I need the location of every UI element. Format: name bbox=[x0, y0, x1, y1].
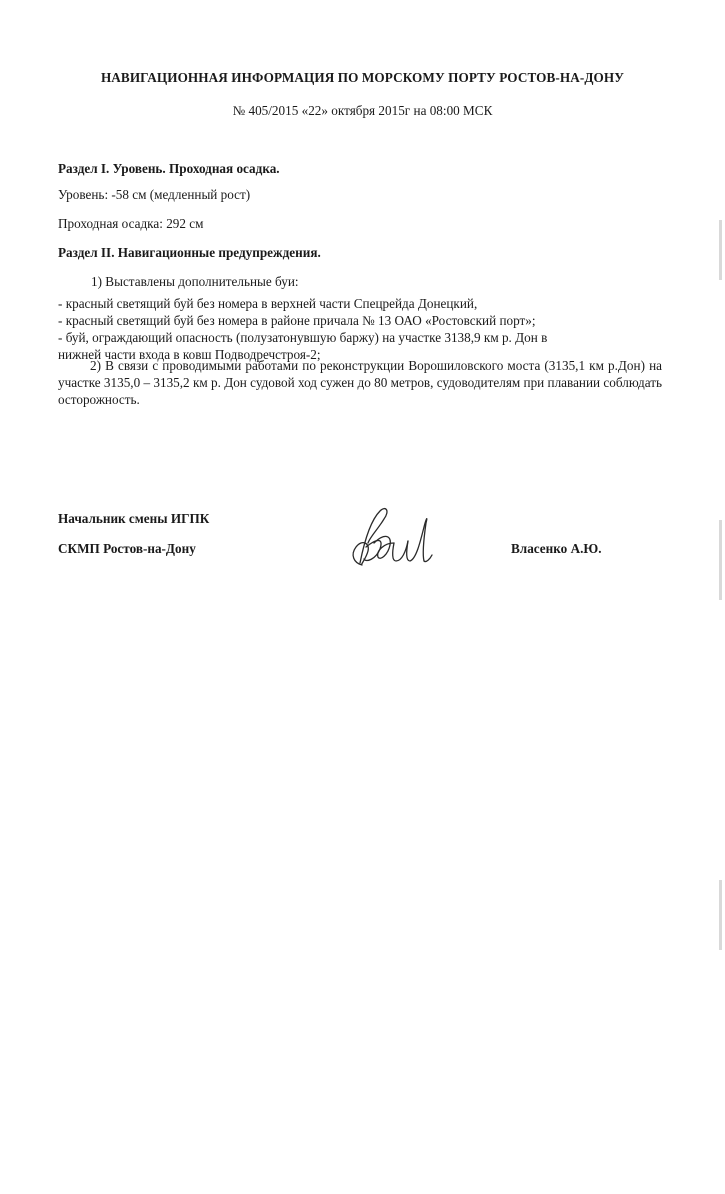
scan-edge-mark bbox=[719, 520, 722, 600]
document-number-date: № 405/2015 «22» октября 2015г на 08:00 МСК bbox=[232, 103, 493, 118]
handwritten-signature bbox=[340, 503, 450, 583]
section-2-heading: Раздел II. Навигационные предупреждения. bbox=[58, 245, 321, 260]
passage-draft: Проходная осадка: 292 см bbox=[58, 216, 204, 231]
signatory-name: Власенко А.Ю. bbox=[511, 541, 602, 556]
water-level: Уровень: -58 см (медленный рост) bbox=[58, 187, 251, 202]
buoy-item-1: - красный светящий буй без номера в верхней части Спецрейда Донецкий, bbox=[58, 296, 478, 311]
signatory-position-1: Начальник смены ИГПК bbox=[58, 511, 210, 526]
item-2-paragraph: 2) В связи с проводимыми работами по реконструкции Ворошиловского моста (3135,1 км р.Дон) на участке 3135,0 – 3135,2 км р. Дон судовой ход сужен до 80 метров, судоводителям при плавании соблюдать осторожность. bbox=[58, 358, 662, 407]
signatory-position-2: СКМП Ростов-на-Дону bbox=[58, 541, 196, 556]
document-title: НАВИГАЦИОННАЯ ИНФОРМАЦИЯ ПО МОРСКОМУ ПОРТУ РОСТОВ-НА-ДОНУ bbox=[100, 70, 625, 85]
item-1-intro: 1) Выставлены дополнительные буи: bbox=[91, 274, 299, 289]
section-1-heading: Раздел I. Уровень. Проходная осадка. bbox=[58, 161, 280, 176]
buoy-item-3: - буй, ограждающий опасность (полузатонувшую баржу) на участке 3138,9 км р. Дон в bbox=[58, 330, 548, 345]
buoy-item-3-cont: нижней части входа в ковш Подводречстроя-2; bbox=[58, 347, 321, 362]
buoy-item-2: - красный светящий буй без номера в районе причала № 13 ОАО «Ростовский порт»; bbox=[58, 313, 536, 328]
scan-edge-mark bbox=[719, 880, 722, 950]
scan-edge-mark bbox=[719, 220, 722, 280]
